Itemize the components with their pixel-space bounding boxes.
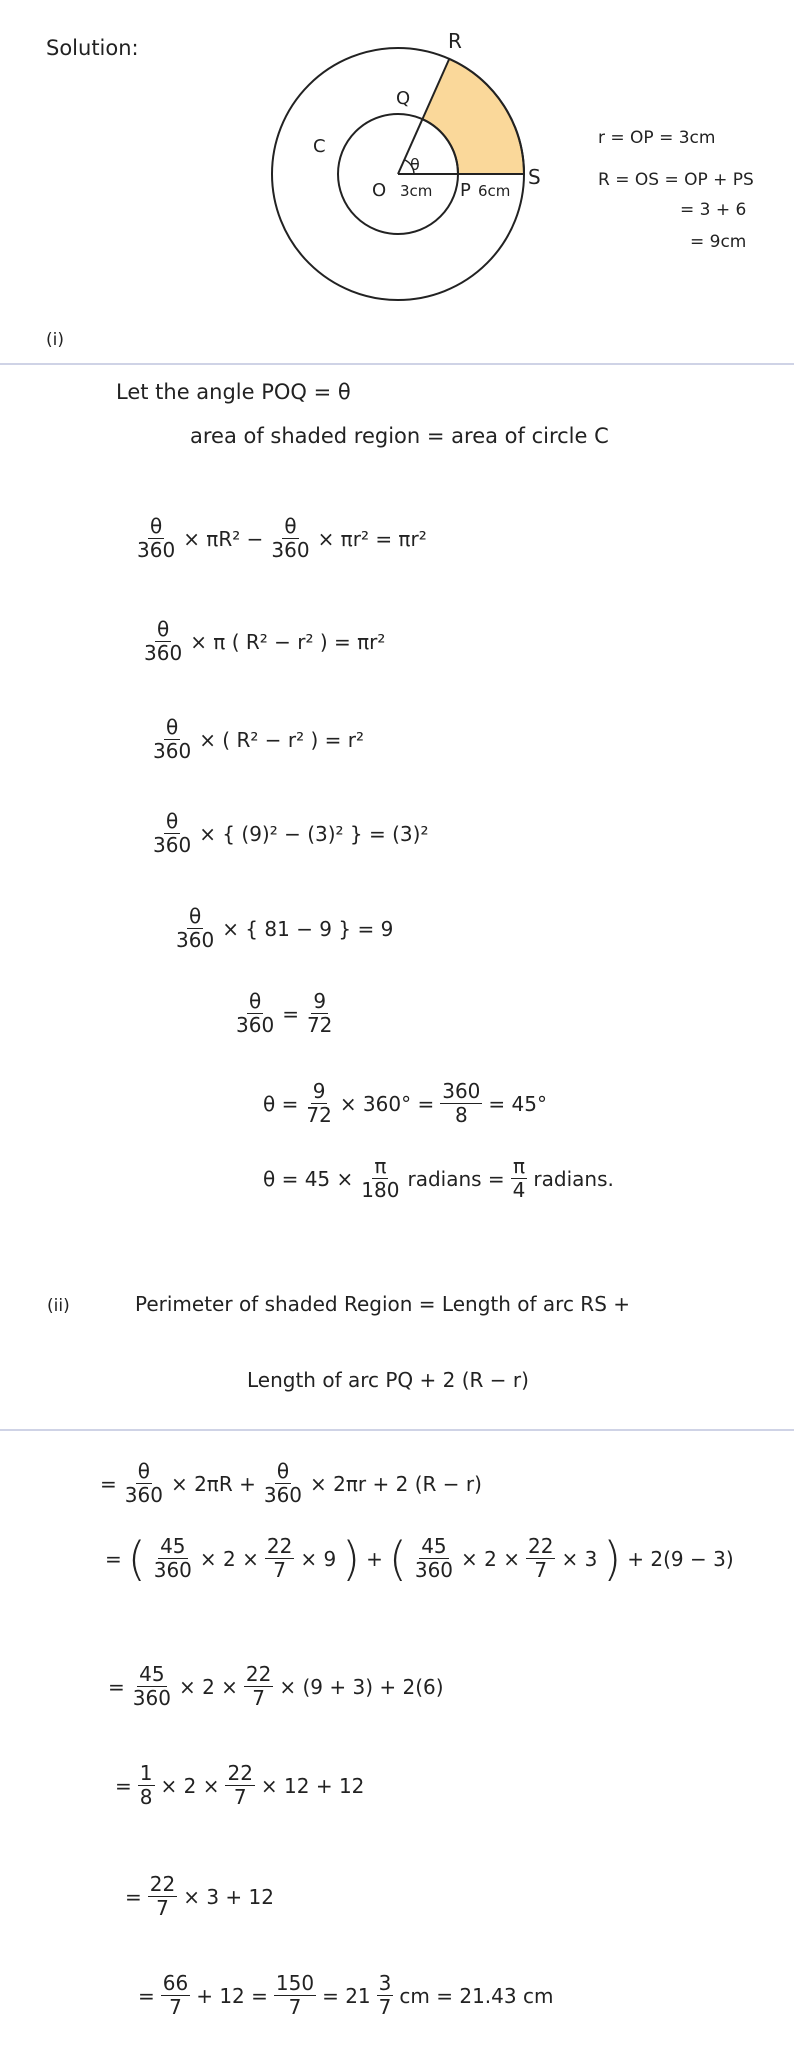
expression-text: × ( R² − r² ) = r² [199, 727, 364, 752]
numerator: 150 [275, 1971, 315, 1995]
fraction [377, 1972, 394, 2019]
numerator: 9 [312, 1079, 326, 1103]
fraction [148, 1873, 177, 1920]
expression-text: = [125, 1884, 142, 1909]
denominator: 7 [288, 1995, 302, 2019]
label-theta: θ [410, 155, 420, 174]
part-ii-intro-cont: Length of arc PQ + 2 (R − r) [247, 1368, 529, 1392]
numerator: 45 [421, 1534, 447, 1558]
expression-text: = [282, 1001, 299, 1026]
numerator: 22 [227, 1761, 253, 1785]
label-op-length: 3cm [400, 182, 433, 200]
given-radius-big-r: R = OS = OP + PS [598, 170, 754, 190]
equation-line [105, 1531, 740, 1586]
equation-line [100, 1460, 488, 1507]
solution-heading: Solution: [46, 36, 139, 60]
denominator: 360 [414, 1558, 454, 1582]
expression-text: × 2 × [160, 1773, 220, 1798]
fraction [304, 1080, 333, 1127]
fraction [526, 1535, 555, 1582]
numerator: θ [165, 809, 179, 833]
fraction [305, 990, 334, 1037]
expression-text: × 2πR + [170, 1471, 256, 1496]
numerator: 45 [160, 1534, 186, 1558]
expression-text: = 21 [322, 1983, 371, 2008]
numerator: 66 [162, 1971, 189, 1995]
numerator: 3 [378, 1971, 392, 1995]
expression-text: × 2 × [178, 1674, 238, 1699]
expression-text: × 360° = [339, 1091, 435, 1116]
denominator: 7 [273, 1558, 286, 1582]
equation-line [234, 990, 340, 1037]
equation-line [263, 1155, 620, 1202]
denominator: 360 [144, 641, 183, 665]
numerator: 22 [149, 1872, 176, 1896]
fraction [265, 1535, 294, 1582]
equation-line [151, 716, 370, 763]
part-ii-label: (ii) [47, 1296, 70, 1316]
expression-text: + 2(9 − 3) [627, 1546, 734, 1571]
label-p: P [460, 180, 471, 201]
expression-text: θ = [263, 1091, 299, 1116]
numerator: π [374, 1154, 387, 1178]
divider [0, 1429, 794, 1431]
expression-text: + [366, 1546, 383, 1571]
fraction [131, 1663, 173, 1710]
denominator: 4 [512, 1178, 526, 1202]
numerator: θ [149, 514, 163, 538]
expression-text: × { 81 − 9 } = 9 [222, 916, 394, 941]
fraction [151, 810, 193, 857]
equation-line [142, 618, 391, 665]
numerator: θ [165, 715, 179, 739]
denominator: 360 [236, 1013, 275, 1037]
expression-text: + 12 = [196, 1983, 268, 2008]
label-q: Q [396, 88, 411, 109]
expression-text: × 2 × [461, 1546, 520, 1571]
denominator: 7 [169, 1995, 182, 2019]
fraction [135, 515, 177, 562]
close-bracket: ) [603, 1531, 622, 1586]
fraction [151, 716, 193, 763]
fraction [359, 1155, 401, 1202]
label-o: O [372, 180, 387, 201]
expression-text: cm = 21.43 cm [399, 1983, 554, 2008]
denominator: 72 [306, 1103, 332, 1127]
numerator: 360 [442, 1079, 481, 1103]
denominator: 7 [534, 1558, 548, 1582]
numerator: θ [156, 617, 170, 641]
expression-text: × πR² − [183, 526, 264, 551]
expression-text: = 45° [488, 1091, 547, 1116]
denominator: 360 [176, 928, 215, 952]
part-ii-intro: Perimeter of shaded Region = Length of arc RS + [135, 1292, 630, 1316]
expression-text: × 3 + 12 [183, 1884, 274, 1909]
expression-text: = [108, 1674, 125, 1699]
expression-text: × { (9)² − (3)² } = (3)² [199, 821, 429, 846]
fraction [123, 1460, 165, 1507]
label-ps-length: 6cm [478, 182, 511, 200]
equation-line [135, 515, 433, 562]
denominator: 180 [361, 1178, 400, 1202]
equation-line [108, 1663, 450, 1710]
fraction [244, 1663, 273, 1710]
denominator: 7 [378, 1995, 392, 2019]
label-r: R [448, 29, 462, 53]
fraction [262, 1460, 304, 1507]
expression-text: × 2πr + 2 (R − r) [310, 1471, 482, 1496]
expression-text: × π ( R² − r² ) = πr² [190, 629, 386, 654]
fraction [161, 1972, 190, 2019]
fraction [234, 990, 276, 1037]
expression-text: = [105, 1546, 122, 1571]
expression-text: × 12 + 12 [260, 1773, 365, 1798]
expression-text: × 2 × [199, 1546, 259, 1571]
given-sum: = 3 + 6 [680, 200, 747, 220]
concentric-circles-diagram [0, 0, 794, 320]
numerator: 9 [313, 989, 327, 1013]
part-i-label: (i) [46, 330, 64, 350]
equation-line [138, 1972, 559, 2019]
denominator: 360 [271, 538, 310, 562]
expression-text: × 9 [300, 1546, 337, 1571]
numerator: θ [188, 904, 202, 928]
denominator: 360 [132, 1686, 171, 1710]
denominator: 8 [454, 1103, 468, 1127]
fraction [274, 1972, 316, 2019]
fraction [440, 1080, 482, 1127]
fraction [142, 618, 184, 665]
equation-line [174, 905, 399, 952]
fraction [152, 1535, 194, 1582]
expression-text: = [138, 1983, 155, 2008]
given-result: = 9cm [690, 232, 747, 252]
open-bracket: ( [388, 1531, 407, 1586]
numerator: θ [137, 1459, 150, 1483]
numerator: 22 [245, 1662, 272, 1686]
numerator: 22 [266, 1534, 293, 1558]
expression-text: = [100, 1471, 117, 1496]
denominator: 7 [252, 1686, 266, 1710]
equation-line [151, 810, 434, 857]
numerator: θ [248, 989, 262, 1013]
numerator: 22 [528, 1534, 554, 1558]
denominator: 7 [233, 1785, 247, 1809]
open-bracket: ( [127, 1531, 146, 1586]
fraction [269, 515, 311, 562]
denominator: 72 [306, 1013, 333, 1037]
denominator: 360 [153, 833, 192, 857]
label-s: S [528, 165, 541, 189]
fraction [174, 905, 216, 952]
expression-text: radians. [533, 1166, 614, 1191]
fraction [225, 1762, 254, 1809]
part-i-intro: Let the angle POQ = θ [116, 380, 351, 404]
fraction [138, 1762, 155, 1809]
numerator: θ [276, 1459, 290, 1483]
fraction [413, 1535, 455, 1582]
denominator: 7 [156, 1896, 169, 1920]
denominator: 360 [124, 1483, 163, 1507]
equation-line [263, 1080, 553, 1127]
numerator: 1 [139, 1761, 153, 1785]
divider [0, 363, 794, 365]
numerator: π [513, 1154, 526, 1178]
numerator: θ [284, 514, 297, 538]
expression-text: θ = 45 × [263, 1166, 354, 1191]
given-radius-r: r = OP = 3cm [598, 128, 716, 148]
denominator: 8 [139, 1785, 153, 1809]
part-i-statement: area of shaded region = area of circle C [190, 424, 609, 448]
close-bracket: ) [342, 1531, 361, 1586]
expression-text: radians = [407, 1166, 505, 1191]
equation-line [115, 1762, 370, 1809]
numerator: 45 [139, 1662, 165, 1686]
expression-text: × 3 [561, 1546, 598, 1571]
denominator: 360 [137, 538, 176, 562]
expression-text: × πr² = πr² [317, 526, 427, 551]
expression-text: × (9 + 3) + 2(6) [279, 1674, 444, 1699]
expression-text: = [115, 1773, 132, 1798]
denominator: 360 [153, 1558, 192, 1582]
denominator: 360 [263, 1483, 303, 1507]
fraction [511, 1155, 528, 1202]
equation-line [125, 1873, 280, 1920]
label-c: C [313, 136, 326, 157]
denominator: 360 [153, 739, 192, 763]
